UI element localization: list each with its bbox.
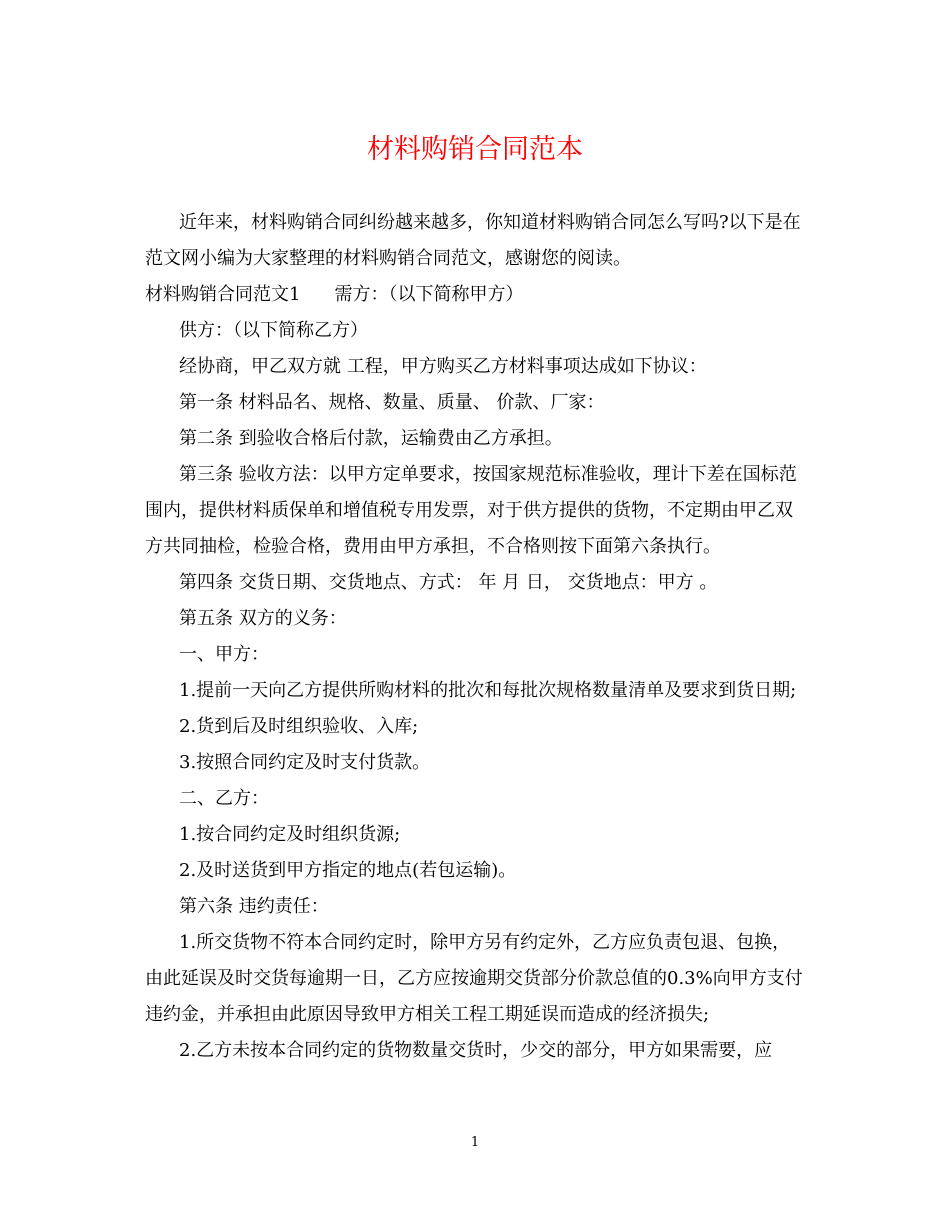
sample-heading: 材料购销合同范文1 [145, 284, 301, 305]
article-2: 第二条 到验收合格后付款，运输费由乙方承担。 [179, 428, 563, 449]
document-title: 材料购销合同范本 [367, 134, 583, 165]
party-a-heading: 一、甲方： [179, 644, 269, 665]
party-a-item: 2.货到后及时组织验收、入库; [179, 716, 419, 737]
party-b-heading: 二、乙方： [179, 788, 269, 809]
buyer-label: 需方：（以下简称甲方） [334, 284, 524, 305]
intro-paragraph: 近年来，材料购销合同纠纷越来越多，你知道材料购销合同怎么写吗?以下是在范文网小编为大家整理的材料购销合同范文，感谢您的阅读。 [145, 212, 801, 269]
article-3: 第三条 验收方法：以甲方定单要求，按国家规范标准验收，理计下差在国标范围内，提供材料质保单和增值税专用发票，对于供方提供的货物，不定期由甲乙双方共同抽检，检验合格，费用由甲方承担，不合格则按下面第六条执行。 [145, 464, 797, 557]
party-b-item: 1.按合同约定及时组织货源; [179, 824, 401, 845]
party-b-item: 2.及时送货到甲方指定的地点(若包运输)。 [179, 860, 517, 881]
agreement-paragraph: 经协商，甲乙双方就 工程，甲方购买乙方材料事项达成如下协议： [179, 356, 707, 377]
article-1: 第一条 材料品名、规格、数量、质量、 价款、厂家： [179, 392, 605, 413]
sample-heading-line [145, 277, 807, 313]
party-a-item: 1.提前一天向乙方提供所购材料的批次和每批次规格数量清单及要求到货日期; [179, 680, 797, 701]
party-a-item: 3.按照合同约定及时支付货款。 [179, 752, 431, 773]
supplier-label: 供方：（以下简称乙方） [179, 320, 368, 341]
page-number: 1 [470, 1135, 480, 1150]
liability-item: 1.所交货物不符本合同约定时，除甲方另有约定外，乙方应负责包退、包换，由此延误及时交货每逾期一日，乙方应按逾期交货部分价款总值的0.3%向甲方支付违约金，并承担由此原因导致甲方相关工程工期延误而造成的经济损失; [145, 932, 803, 1025]
document-body [145, 205, 807, 1069]
article-5: 第五条 双方的义务： [179, 608, 347, 629]
article-4: 第四条 交货日期、交货地点、方式： 年 月 日， 交货地点：甲方 。 [179, 572, 718, 593]
liability-item: 2.乙方未按本合同约定的货物数量交货时，少交的部分，甲方如果需要，应 [179, 1040, 773, 1061]
article-6: 第六条 违约责任： [179, 896, 329, 917]
